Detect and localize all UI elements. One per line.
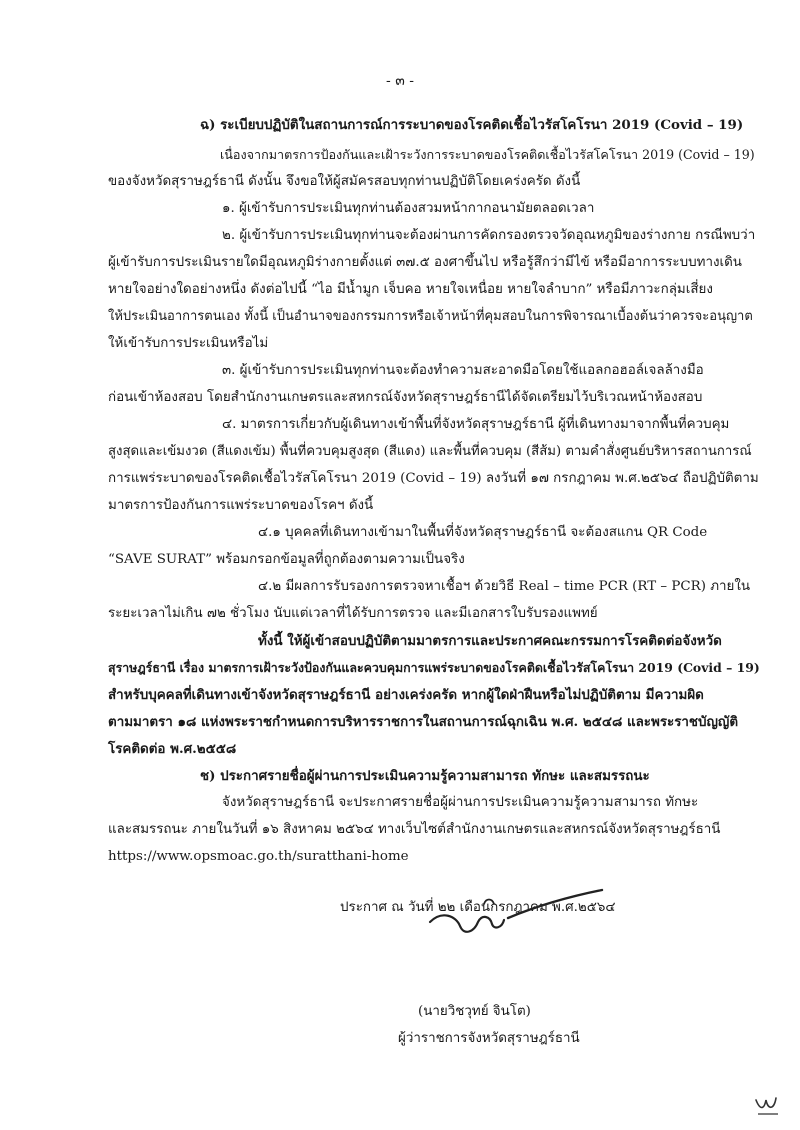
text-line-i2-l4: ให้ประเมินอาการตนเอง ทั้งนี้ เป็นอำนาจของกรรมการหรือเจ้าหน้าที่คุมสอบในการพิจารณาเบื้องต้นว่าควรจะอนุญาต: [108, 309, 753, 324]
text-line-p6-l3: https://www.opsmoac.go.th/suratthani-home: [108, 849, 409, 864]
text-line-h6-title: ช) ประกาศรายชื่อผู้ผ่านการประเมินความรู้ความสามารถ ทักษะ และสมรรถนะ: [200, 768, 650, 784]
text-line-i1-l1: ๑. ผู้เข้ารับการประเมินทุกท่านต้องสวมหน้ากากอนามัยตลอดเวลา: [222, 201, 595, 216]
text-line-i2-l3: หายใจอย่างใดอย่างหนึ่ง ดังต่อไปนี้ “ไอ มีน้ำมูก เจ็บคอ หายใจเหนื่อย หายใจลำบาก” หรือมีภาวะกลุ่มเสี่ยง: [108, 282, 713, 297]
text-line-h5-title: ฉ) ระเบียบปฏิบัติในสถานการณ์การระบาดของโรคติดเชื้อไวรัสโคโรนา 2019 (Covid – 19): [200, 117, 744, 133]
page-number: - ๓ -: [386, 73, 414, 89]
signature: [412, 880, 612, 950]
text-line-n-l3: สำหรับบุคคลที่เดินทางเข้าจังหวัดสุราษฎร์ธานี อย่างเคร่งครัด หากผู้ใดฝ่าฝืนหรือไม่ปฏิบัติตาม มีความผิด: [108, 687, 704, 703]
text-line-date-line: ประกาศ ณ วันที่ ๒๒ เดือนกรกฎาคม พ.ศ.๒๕๖๔: [340, 900, 616, 915]
text-line-n-l4: ตามมาตรา ๑๘ แห่งพระราชกำหนดการบริหารราชการในสถานการณ์ฉุกเฉิน พ.ศ. ๒๕๔๘ และพระราชบัญญัติ: [108, 714, 739, 730]
text-line-i2-l2: ผู้เข้ารับการประเมินรายใดมีอุณหภูมิร่างกายตั้งแต่ ๓๗.๕ องศาขึ้นไป หรือรู้สึกว่ามีไข้ หรือมีอาการระบบทางเดิน: [108, 255, 742, 270]
text-line-i4-l3: การแพร่ระบาดของโรคติดเชื้อไวรัสโคโรนา 2019 (Covid – 19) ลงวันที่ ๑๗ กรกฎาคม พ.ศ.๒๕๖๔ ถือปฏิบัติตาม: [108, 471, 759, 486]
text-line-signer-name: (นายวิชวุทย์ จินโต): [418, 1004, 531, 1019]
text-line-i4-l4: มาตรการป้องกันการแพร่ระบาดของโรคฯ ดังนี้: [108, 498, 374, 513]
text-line-p1-l2: ของจังหวัดสุราษฎร์ธานี ดังนั้น จึงขอให้ผู้สมัครสอบทุกท่านปฏิบัติโดยเคร่งครัด ดังนี้: [108, 174, 581, 189]
text-line-n-l1: ทั้งนี้ ให้ผู้เข้าสอบปฏิบัติตามมาตรการและประกาศคณะกรรมการโรคติดต่อจังหวัด: [258, 633, 722, 649]
text-line-i4-l1: ๔. มาตรการเกี่ยวกับผู้เดินทางเข้าพื้นที่จังหวัดสุราษฎร์ธานี ผู้ที่เดินทางมาจากพื้นที่ควบคุม: [222, 417, 730, 432]
text-line-n-l5: โรคติดต่อ พ.ศ.๒๕๕๘: [108, 741, 237, 757]
text-line-i4-l2: สูงสุดและเข้มงวด (สีแดงเข้ม) พื้นที่ควบคุมสูงสุด (สีแดง) และพื้นที่ควบคุม (สีส้ม) ตามคำสั่งศูนย์บริหารสถานการณ์: [108, 444, 752, 459]
text-line-p1-l1: เนื่องจากมาตรการป้องกันและเฝ้าระวังการระบาดของโรคติดเชื้อไวรัสโคโรนา 2019 (Covid – 19): [220, 147, 755, 162]
text-line-i42-l1: ๔.๒ มีผลการรับรองการตรวจหาเชื้อฯ ด้วยวิธี Real – time PCR (RT – PCR) ภายใน: [258, 579, 751, 594]
text-line-i2-l5: ให้เข้ารับการประเมินหรือไม่: [108, 336, 269, 351]
text-line-i41-l1: ๔.๑ บุคคลที่เดินทางเข้ามาในพื้นที่จังหวัดสุราษฎร์ธานี จะต้องสแกน QR Code: [258, 525, 708, 540]
text-line-i3-l2: ก่อนเข้าห้องสอบ โดยสำนักงานเกษตรและสหกรณ์จังหวัดสุราษฎร์ธานีได้จัดเตรียมไว้บริเวณหน้าห้องสอบ: [108, 390, 703, 405]
text-line-i3-l1: ๓. ผู้เข้ารับการประเมินทุกท่านจะต้องทำความสะอาดมือโดยใช้แอลกอฮอล์เจลล้างมือ: [222, 363, 704, 378]
text-line-p6-l1: จังหวัดสุราษฎร์ธานี จะประกาศรายชื่อผู้ผ่านการประเมินความรู้ความสามารถ ทักษะ: [222, 795, 699, 810]
text-line-signer-title: ผู้ว่าราชการจังหวัดสุราษฎร์ธานี: [398, 1031, 580, 1046]
text-line-p6-l2: และสมรรถนะ ภายในวันที่ ๑๖ สิงหาคม ๒๕๖๔ ทางเว็บไซต์สำนักงานเกษตรและสหกรณ์จังหวัดสุราษฎร์ธานี: [108, 822, 721, 837]
text-line-i42-l2: ระยะเวลาไม่เกิน ๗๒ ชั่วโมง นับแต่เวลาที่ได้รับการตรวจ และมีเอกสารใบรับรองแพทย์: [108, 606, 598, 621]
margin-initial-mark: [752, 1088, 782, 1118]
text-line-i41-l2: “SAVE SURAT” พร้อมกรอกข้อมูลที่ถูกต้องตามความเป็นจริง: [108, 552, 465, 567]
text-line-i2-l1: ๒. ผู้เข้ารับการประเมินทุกท่านจะต้องผ่านการคัดกรองตรวจวัดอุณหภูมิของร่างกาย กรณีพบว่า: [222, 228, 756, 243]
text-line-n-l2: สุราษฎร์ธานี เรื่อง มาตรการเฝ้าระวังป้องกันและควบคุมการแพร่ระบาดของโรคติดเชื้อไวรัสโคโรนา 2019 (Covid – 19): [108, 660, 760, 675]
